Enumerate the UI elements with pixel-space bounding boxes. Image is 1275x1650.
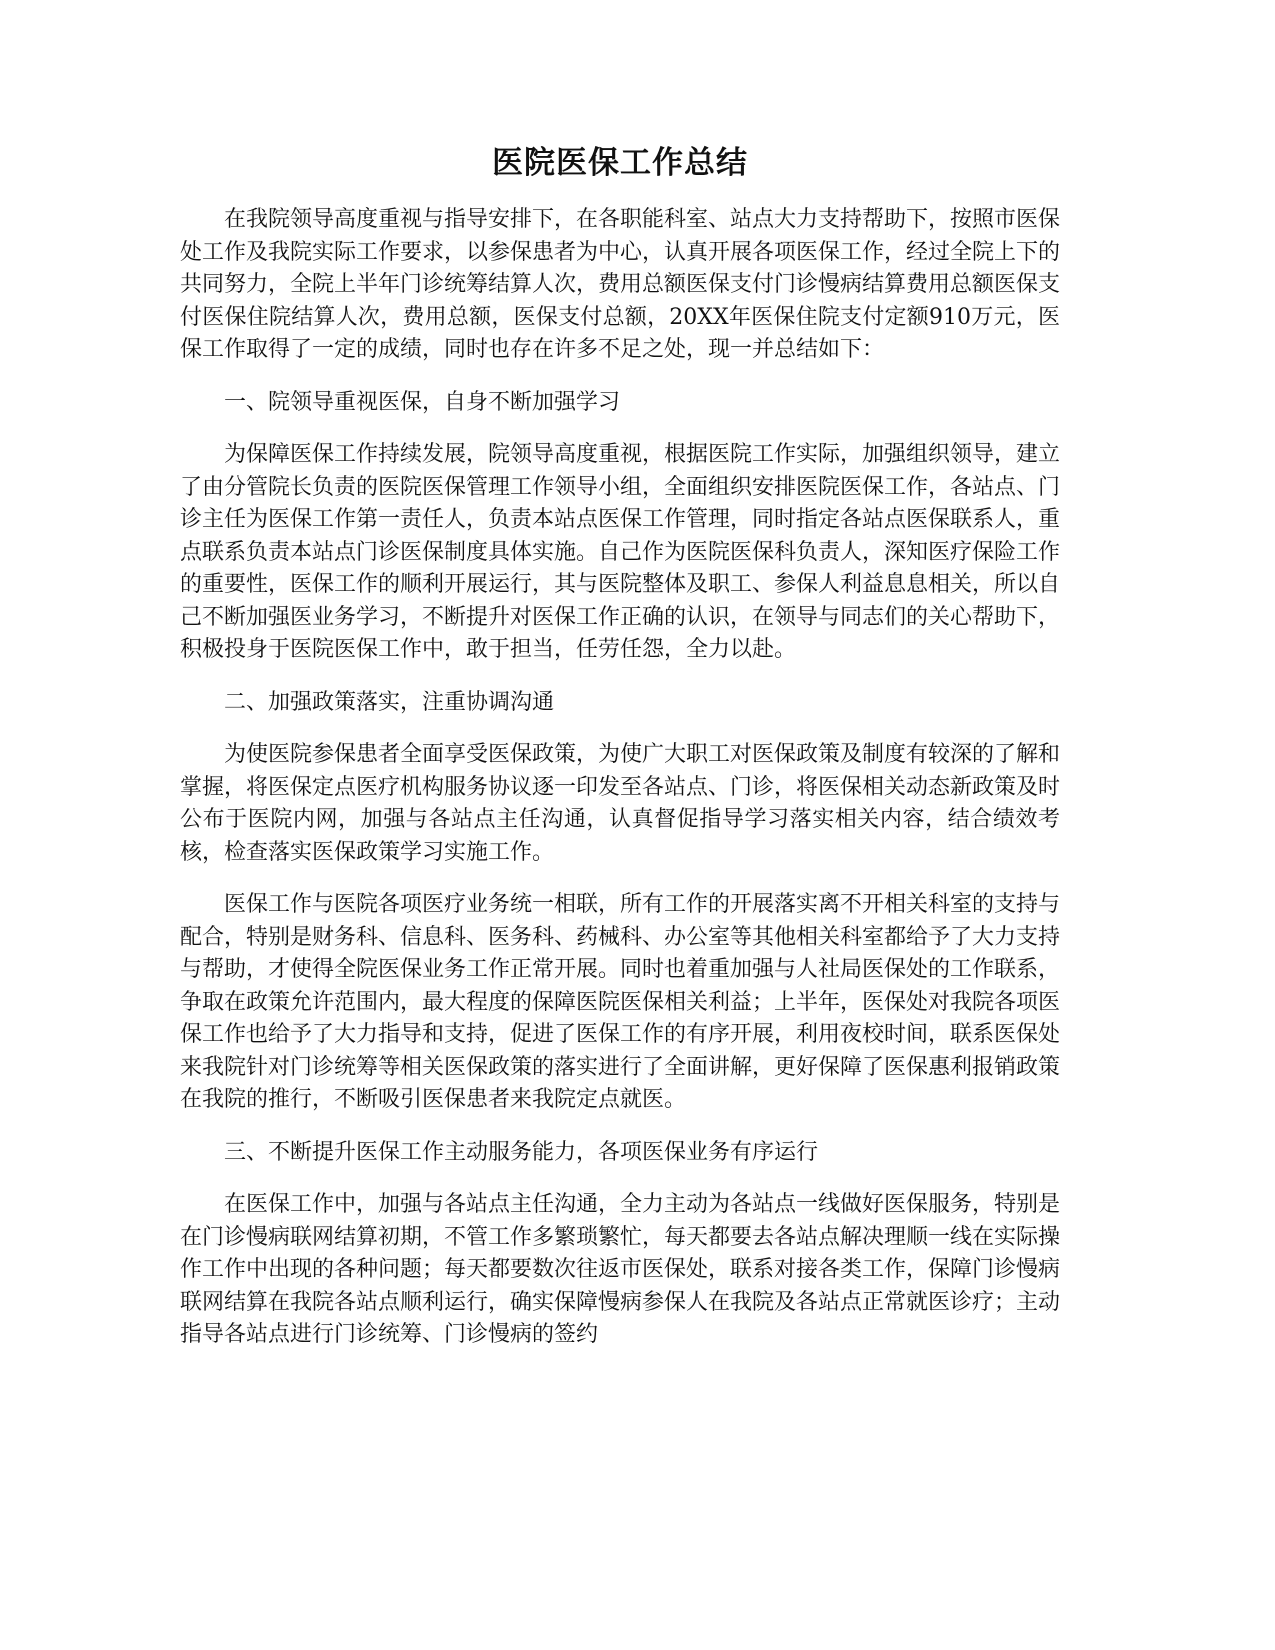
section-1-heading: 一、院领导重视医保，自身不断加强学习: [224, 389, 621, 415]
intro-paragraph: 在我院领导高度重视与指导安排下，在各职能科室、站点大力支持帮助下，按照市医保处工作及我院实际工作要求，以参保患者为中心，认真开展各项医保工作，经过全院上下的共同努力，全院上半年门诊统筹结算人次，费用总额医保支付门诊慢病结算费用总额医保支付医保住院结算人次，费用总额，医保支付总额，20XX年医保住院支付定额910万元，医保工作取得了一定的成绩，同时也存在许多不足之处，现一并总结如下：: [180, 207, 1061, 362]
section-1-paragraph-1: 为保障医保工作持续发展，院领导高度重视，根据医院工作实际，加强组织领导，建立了由分管院长负责的医院医保管理工作领导小组，全面组织安排医院医保工作，各站点、门诊主任为医保工作第一责任人，负责本站点医保工作管理，同时指定各站点医保联系人，重点联系负责本站点门诊医保制度具体实施。自己作为医院医保科负责人，深知医疗保险工作的重要性，医保工作的顺利开展运行，其与医院整体及职工、参保人利益息息相关，所以自己不断加强医业务学习，不断提升对医保工作正确的认识，在领导与同志们的关心帮助下，积极投身于医院医保工作中，敢于担当，任劳任怨，全力以赴。: [180, 442, 1061, 662]
section-3-paragraph-1: 在医保工作中，加强与各站点主任沟通，全力主动为各站点一线做好医保服务，特别是在门诊慢病联网结算初期，不管工作多繁琐繁忙，每天都要去各站点解决理顺一线在实际操作工作中出现的各种问题；每天都要数次往返市医保处，联系对接各类工作，保障门诊慢病联网结算在我院各站点顺利运行，确实保障慢病参保人在我院及各站点正常就医诊疗；主动指导各站点进行门诊统筹、门诊慢病的签约: [180, 1192, 1061, 1347]
section-2-paragraph-2: 医保工作与医院各项医疗业务统一相联，所有工作的开展落实离不开相关科室的支持与配合，特别是财务科、信息科、医务科、药械科、办公室等其他相关科室都给予了大力支持与帮助，才使得全院医保业务工作正常开展。同时也着重加强与人社局医保处的工作联系，争取在政策允许范围内，最大程度的保障医院医保相关利益；上半年，医保处对我院各项医保工作也给予了大力指导和支持，促进了医保工作的有序开展，利用夜校时间，联系医保处来我院针对门诊统筹等相关医保政策的落实进行了全面讲解，更好保障了医保惠利报销政策在我院的推行，不断吸引医保患者来我院定点就医。: [180, 892, 1061, 1112]
section-2-heading: 二、加强政策落实，注重协调沟通: [224, 689, 555, 715]
section-3-heading: 三、不断提升医保工作主动服务能力，各项医保业务有序运行: [224, 1139, 819, 1165]
section-2-paragraph-1: 为使医院参保患者全面享受医保政策，为使广大职工对医保政策及制度有较深的了解和掌握，将医保定点医疗机构服务协议逐一印发至各站点、门诊，将医保相关动态新政策及时公布于医院内网，加强与各站点主任沟通，认真督促指导学习落实相关内容，结合绩效考核，检查落实医保政策学习实施工作。: [180, 742, 1061, 865]
document-title: 医院医保工作总结: [492, 145, 748, 181]
document-body: [180, 138, 1060, 1352]
